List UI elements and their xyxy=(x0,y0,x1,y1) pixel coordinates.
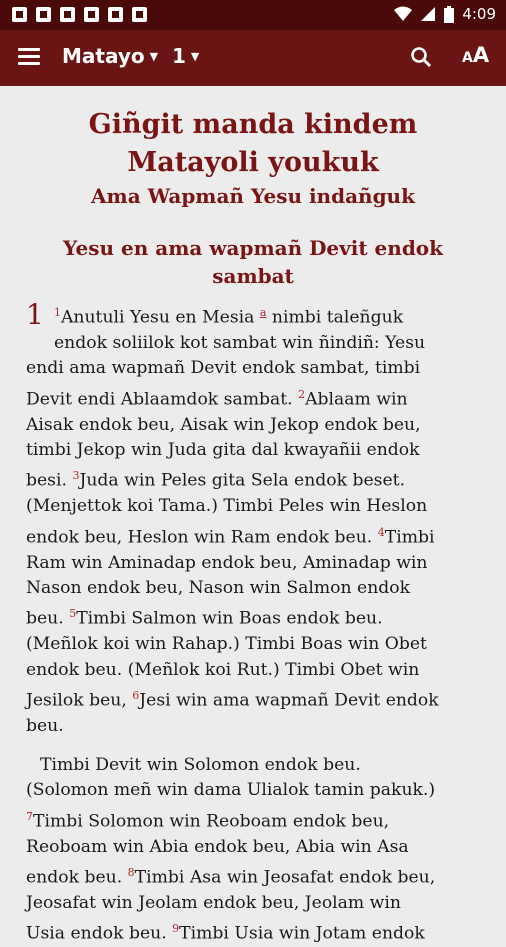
text-size-icon[interactable]: AA xyxy=(462,43,490,67)
wifi-icon xyxy=(394,6,412,22)
chapter-selector[interactable] xyxy=(172,44,199,68)
dropdown-arrow-icon: ▼ xyxy=(190,50,200,63)
book-subtitle: Ama Wapmañ Yesu indañguk xyxy=(91,184,415,208)
book-title xyxy=(20,106,486,182)
status-bar xyxy=(0,0,506,30)
title-line: Matayoli youkuk xyxy=(127,147,379,178)
verse-number: 9 xyxy=(172,922,180,936)
notification-icon xyxy=(36,7,51,22)
status-time: 4:09 xyxy=(462,5,496,23)
paragraph: Timbi Devit win Solomon endok beu. (Solomon meñ win dama Ulialok tamin pakuk.) $^7$Timbi Solomon win Reoboam endok beu, Reoboam win Abia endok beu, Abia win Asa endok beu. $^8$Timbi Asa win Jeosafat endok beu, Jeosafat win Jeolam endok beu, Jeolam win Usia endok beu. $^9$Timbi Usia win Jotam endok xyxy=(26,755,436,945)
verse-number: 6 xyxy=(132,688,140,702)
paragraph: 1 $^1$Anutuli Yesu en Mesia $^a$ nimbi taleñguk endok soliilok kot sambat win ñindiñ: Yesu endi ama wapmañ Devit endok sambat, timbi Devit endi Ablaamdok sambat. $^2$Ablaam win Aisak endok beu, Aisak win Jekop endok beu, timbi Jekop win Juda gita dal kwayañii endok besi. $^3$Juda win Peles gita Sela endok beset. (Menjettok koi Tama.) Timbi Peles win Heslon endok beu, Heslon win Ram endok beu. $^4$Timbi Ram win Aminadap endok beu, Aminadap win Nason endok beu, Nason win Salmon endok beu. $^5$Timbi Salmon win Boas endok beu. (Meñlok koi win Rahap.) Timbi Boas win Obet endok beu. (Meñlok koi Rut.) Timbi Obet win Jesilok beu, $^6$Jesi win ama wapmañ Devit endok beu. xyxy=(26,298,439,736)
search-icon[interactable] xyxy=(410,46,432,68)
chapter-value: 1 xyxy=(172,44,186,68)
verse-number: 1 xyxy=(54,306,61,319)
notification-icons xyxy=(12,7,147,22)
app-bar xyxy=(0,30,506,86)
signal-icon xyxy=(420,6,436,22)
notification-icon xyxy=(12,7,27,22)
notification-icon xyxy=(84,7,99,22)
verse-number: 8 xyxy=(127,866,135,880)
verse-number: 2 xyxy=(298,387,306,401)
chapter-number: 1 xyxy=(26,298,44,331)
image-icon xyxy=(132,7,147,22)
dropdown-arrow-icon: ▼ xyxy=(149,50,159,63)
verse-number: 5 xyxy=(69,607,77,621)
notification-icon xyxy=(108,7,123,22)
battery-icon xyxy=(444,6,454,23)
book-selector[interactable] xyxy=(62,44,158,68)
book-name: Matayo xyxy=(62,44,145,68)
verse-number: 4 xyxy=(377,525,385,539)
section-heading: Yesu en ama wapmañ Devit endok sambat xyxy=(62,236,444,288)
scripture-content xyxy=(0,86,506,945)
menu-icon[interactable] xyxy=(18,48,40,66)
title-line: Giñgit manda kindem xyxy=(88,109,418,140)
notification-icon xyxy=(60,7,75,22)
verse-number: 7 xyxy=(26,809,33,823)
verse-number: 3 xyxy=(72,469,80,483)
footnote-marker[interactable]: a xyxy=(259,306,267,319)
